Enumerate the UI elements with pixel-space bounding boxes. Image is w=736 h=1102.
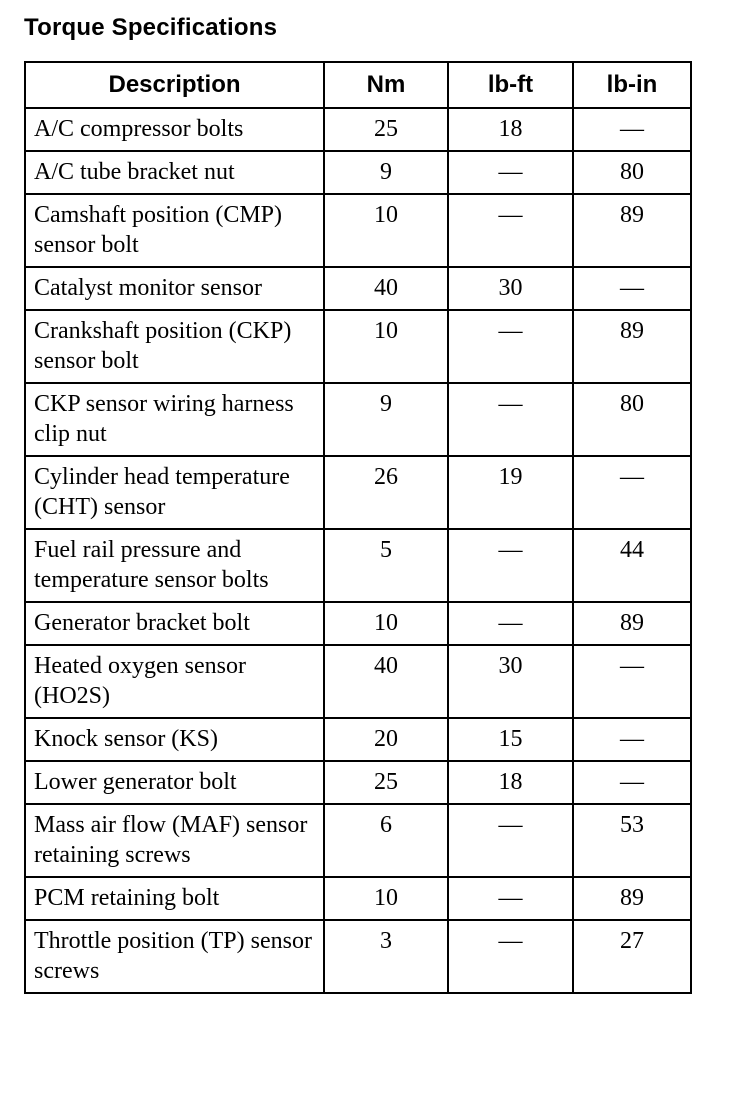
cell-description: Catalyst monitor sensor <box>25 267 324 310</box>
cell-lbft: 30 <box>448 645 573 718</box>
cell-lbin: — <box>573 761 691 804</box>
cell-lbin: 53 <box>573 804 691 877</box>
cell-lbin: 89 <box>573 602 691 645</box>
cell-description: Heated oxygen sensor (HO2S) <box>25 645 324 718</box>
cell-nm: 40 <box>324 267 448 310</box>
cell-nm: 10 <box>324 602 448 645</box>
cell-description: Camshaft position (CMP) sensor bolt <box>25 194 324 267</box>
cell-lbft: 19 <box>448 456 573 529</box>
column-header-nm: Nm <box>324 62 448 108</box>
cell-description: Lower generator bolt <box>25 761 324 804</box>
torque-spec-table <box>24 61 692 994</box>
cell-lbft: — <box>448 920 573 993</box>
cell-lbft: — <box>448 151 573 194</box>
table-row <box>25 761 691 804</box>
table-row <box>25 877 691 920</box>
table-row <box>25 151 691 194</box>
table-row <box>25 718 691 761</box>
cell-nm: 6 <box>324 804 448 877</box>
cell-nm: 40 <box>324 645 448 718</box>
table-row <box>25 602 691 645</box>
cell-lbft: 15 <box>448 718 573 761</box>
table-row <box>25 267 691 310</box>
cell-lbft: 30 <box>448 267 573 310</box>
column-header-lbin: lb-in <box>573 62 691 108</box>
cell-lbin: — <box>573 645 691 718</box>
table-row <box>25 645 691 718</box>
cell-nm: 20 <box>324 718 448 761</box>
cell-nm: 25 <box>324 108 448 151</box>
cell-nm: 9 <box>324 151 448 194</box>
cell-description: Generator bracket bolt <box>25 602 324 645</box>
table-row <box>25 108 691 151</box>
cell-lbft: — <box>448 877 573 920</box>
cell-lbft: — <box>448 194 573 267</box>
cell-description: Fuel rail pressure and temperature sensor bolts <box>25 529 324 602</box>
cell-nm: 9 <box>324 383 448 456</box>
cell-description: CKP sensor wiring harness clip nut <box>25 383 324 456</box>
cell-description: Crankshaft position (CKP) sensor bolt <box>25 310 324 383</box>
page-title: Torque Specifications <box>24 14 278 41</box>
cell-lbin: — <box>573 108 691 151</box>
cell-description: PCM retaining bolt <box>25 877 324 920</box>
cell-lbft: 18 <box>448 761 573 804</box>
cell-lbin: 89 <box>573 194 691 267</box>
cell-lbin: 80 <box>573 151 691 194</box>
column-header-description: Description <box>25 62 324 108</box>
table-header-row <box>25 62 691 108</box>
cell-nm: 26 <box>324 456 448 529</box>
cell-lbin: 44 <box>573 529 691 602</box>
cell-lbft: 18 <box>448 108 573 151</box>
table-row <box>25 383 691 456</box>
cell-lbin: 27 <box>573 920 691 993</box>
cell-lbft: — <box>448 804 573 877</box>
cell-description: A/C compressor bolts <box>25 108 324 151</box>
cell-description: Knock sensor (KS) <box>25 718 324 761</box>
cell-description: Mass air flow (MAF) sensor retaining screws <box>25 804 324 877</box>
table-row <box>25 310 691 383</box>
cell-description: Cylinder head temperature (CHT) sensor <box>25 456 324 529</box>
cell-nm: 5 <box>324 529 448 602</box>
cell-nm: 25 <box>324 761 448 804</box>
cell-lbin: 89 <box>573 310 691 383</box>
cell-nm: 3 <box>324 920 448 993</box>
table-row <box>25 194 691 267</box>
cell-nm: 10 <box>324 877 448 920</box>
cell-lbin: 80 <box>573 383 691 456</box>
cell-lbin: — <box>573 718 691 761</box>
cell-lbin: — <box>573 267 691 310</box>
table-row <box>25 529 691 602</box>
table-body <box>25 108 691 993</box>
cell-lbin: — <box>573 456 691 529</box>
cell-description: A/C tube bracket nut <box>25 151 324 194</box>
cell-nm: 10 <box>324 194 448 267</box>
cell-lbft: — <box>448 310 573 383</box>
table-row <box>25 456 691 529</box>
table-row <box>25 804 691 877</box>
cell-lbft: — <box>448 383 573 456</box>
cell-lbin: 89 <box>573 877 691 920</box>
cell-lbft: — <box>448 529 573 602</box>
cell-description: Throttle position (TP) sensor screws <box>25 920 324 993</box>
column-header-lbft: lb-ft <box>448 62 573 108</box>
table-row <box>25 920 691 993</box>
cell-nm: 10 <box>324 310 448 383</box>
cell-lbft: — <box>448 602 573 645</box>
